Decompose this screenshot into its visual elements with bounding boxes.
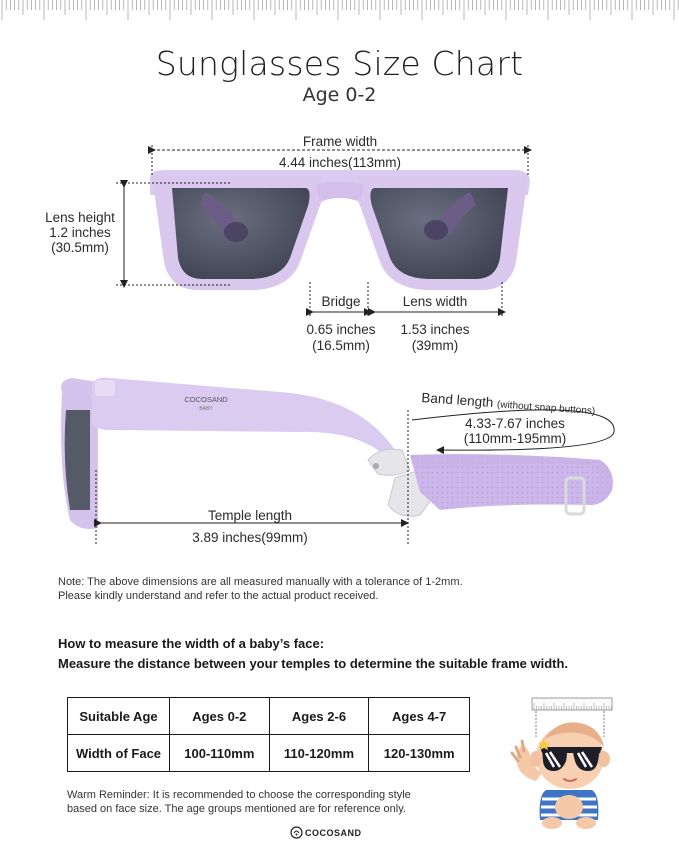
- note-line-2: Please kindly understand and refer to the actual product received.: [58, 590, 379, 602]
- table-row: [68, 735, 470, 772]
- table-cell: Ages 4-7: [369, 698, 470, 735]
- baby-illustration: [508, 695, 618, 830]
- footer-brand: COCOSAND: [305, 828, 362, 838]
- lens-width-mm: (39mm): [411, 338, 459, 353]
- bridge-inches: 0.65 inches: [306, 322, 376, 337]
- front-view-glasses: [150, 170, 530, 290]
- lens-width-inches: 1.53 inches: [400, 322, 470, 337]
- lens-height-inches: 1.2 inches: [49, 225, 111, 240]
- note-line-1: Note: The above dimensions are all measured manually with a tolerance of 1-2mm.: [58, 576, 463, 588]
- band-length-note: (without snap buttons): [496, 399, 596, 418]
- temple-logo-sub: BABY: [199, 406, 213, 412]
- table-cell: 120-130mm: [369, 735, 470, 772]
- band-length-label: Band length: [420, 390, 494, 410]
- how-to-instruction: Measure the distance between your temples to determine the suitable frame width.: [58, 656, 569, 671]
- temple-logo: COCOSAND: [184, 395, 228, 404]
- temple-length-label: Temple length: [207, 508, 293, 523]
- warm-reminder: [67, 788, 411, 816]
- bridge-label: Bridge: [321, 294, 361, 309]
- table-cell: Ages 0-2: [170, 698, 270, 735]
- table-cell: 110-120mm: [269, 735, 369, 772]
- size-table: [67, 697, 470, 772]
- table-cell: 100-110mm: [170, 735, 270, 772]
- page-title: Sunglasses Size Chart: [155, 44, 524, 83]
- reminder-line-2: based on face size. The age groups mentioned are for reference only.: [67, 803, 406, 815]
- how-to-heading: How to measure the width of a baby’s face:: [58, 636, 325, 651]
- temple-length-value: 3.89 inches(99mm): [192, 530, 308, 545]
- table-header-cell: Suitable Age: [68, 698, 170, 735]
- reminder-line-1: Warm Reminder: It is recommended to choose the corresponding style: [67, 789, 411, 801]
- frame-width-label: Frame width: [302, 134, 378, 149]
- frame-width-value: 4.44 inches(113mm): [278, 155, 402, 170]
- band-length-mm: (110mm-195mm): [463, 431, 567, 446]
- page-subtitle: Age 0-2: [302, 84, 377, 106]
- band-length-inches: 4.33-7.67 inches: [465, 416, 565, 431]
- lens-height-mm: (30.5mm): [51, 240, 109, 255]
- table-row: [68, 698, 470, 735]
- lens-width-label: Lens width: [402, 294, 468, 309]
- bridge-mm: (16.5mm): [312, 338, 370, 353]
- lens-height-label: Lens height: [45, 210, 115, 225]
- brand-logo-icon: [290, 826, 303, 839]
- measurement-note: [58, 575, 463, 603]
- table-cell: Ages 2-6: [269, 698, 369, 735]
- table-header-cell: Width of Face: [68, 735, 170, 772]
